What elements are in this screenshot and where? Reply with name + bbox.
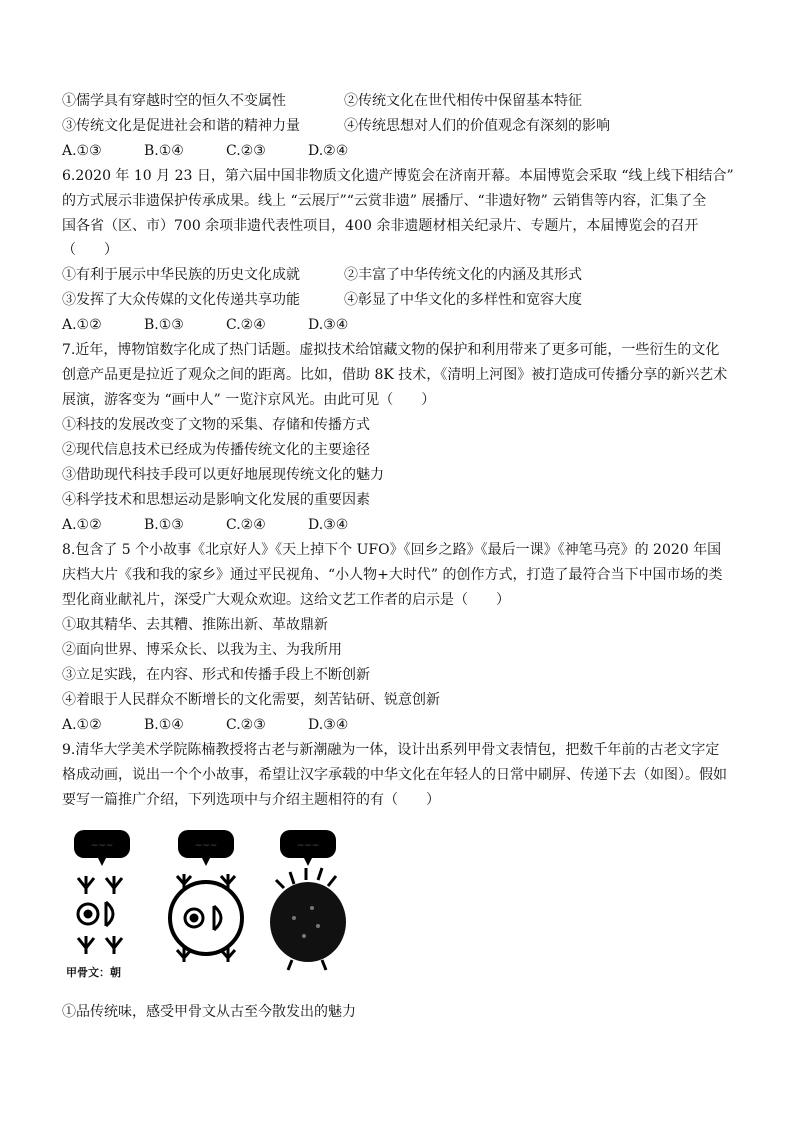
q5-option-c: C.②③ xyxy=(226,143,266,159)
q9-stem-line-2: 格成动画，说出一个个小故事，希望让汉字承载的中华文化在年轻人的日常中刷屏、传递下去（如图）。假如 xyxy=(62,767,727,783)
q7-options xyxy=(62,515,390,535)
glyph-zhao-plain xyxy=(78,876,122,954)
q7-stem-line-2: 创意产品更是拉近了观众之间的距离。比如，借助 8K 技术，《清明上河图》被打造成可传播分享的新兴艺术 xyxy=(62,367,728,383)
svg-text:~~~: ~~~ xyxy=(90,841,114,851)
q8-stem-line-1: 8.包含了 5 个小故事《北京好人》《天上掉下个 UFO》《回乡之路》《最后一课》《神笔马亮》的 2020 年国 xyxy=(62,542,722,558)
q6-statements-row-2 xyxy=(62,290,582,310)
q8-stem-line-3: 型化商业献礼片，深受广大观众欢迎。这给文艺工作者的启示是（ ） xyxy=(62,592,510,608)
q5-statements-row-2 xyxy=(62,116,610,136)
q5-option-d: D.②④ xyxy=(308,143,349,159)
speech-bubble-3 xyxy=(280,830,336,866)
q8-statement-4: ④着眼于人民群众不断增长的文化需要，刻苦钻研、锐意创新 xyxy=(62,692,440,708)
q5-statements-row-1 xyxy=(62,91,582,111)
q7-stem-line-1: 7.近年，博物馆数字化成了热门话题。虚拟技术给馆藏文物的保护和利用带来了更多可能，一些衍生的文化 xyxy=(62,342,720,358)
glyph-zhao-face xyxy=(170,874,242,962)
q7-stem-line-3: 展演，游客变为 “画中人” 一览汴京风光。由此可见（ ） xyxy=(62,392,436,408)
q8-options xyxy=(62,715,390,735)
svg-text:~~~: ~~~ xyxy=(296,841,320,851)
q7-statement-2: ②现代信息技术已经成为传播传统文化的主要途径 xyxy=(62,442,370,458)
q8-option-d: D.③④ xyxy=(308,717,349,733)
q6-answer-blank: （ ） xyxy=(62,242,118,258)
q6-statement-4: ④彰显了中华文化的多样性和宽容大度 xyxy=(344,292,582,308)
q7-option-d: D.③④ xyxy=(308,517,349,533)
q6-statement-2: ②丰富了中华传统文化的内涵及其形式 xyxy=(344,267,582,283)
figure-caption: 甲骨文：朝 xyxy=(66,966,121,979)
svg-text:~~~: ~~~ xyxy=(194,841,218,851)
q7-option-a: A.①② xyxy=(62,517,102,533)
q6-statement-3: ③发挥了大众传媒的文化传递共享功能 xyxy=(62,292,300,308)
q5-statement-1: ①儒学具有穿越时空的恒久不变属性 xyxy=(62,93,286,109)
q9-stem-line-1: 9.清华大学美术学院陈楠教授将古老与新潮融为一体，设计出系列甲骨文表情包，把数千年前的古老文字定 xyxy=(62,742,720,758)
q7-statement-3: ③借助现代科技手段可以更好地展现传统文化的魅力 xyxy=(62,467,384,483)
q5-option-b: B.①④ xyxy=(144,143,184,159)
q5-statement-2: ②传统文化在世代相传中保留基本特征 xyxy=(344,93,582,109)
q7-option-b: B.①③ xyxy=(144,517,184,533)
q6-stem-line-3: 国各省（区、市）700 余项非遗代表性项目，400 余非遗题材相关纪录片、专题片，本届博览会的召开 xyxy=(62,218,699,234)
q8-stem-line-2: 庆档大片《我和我的家乡》通过平民视角、“小人物+大时代” 的创作方式，打造了最符合当下中国市场的类 xyxy=(62,567,723,583)
q8-option-c: C.②③ xyxy=(226,717,266,733)
q8-statement-1: ①取其精华、去其糟、推陈出新、革故鼎新 xyxy=(62,617,328,633)
speech-bubble-1 xyxy=(74,830,130,866)
q5-option-a: A.①③ xyxy=(62,143,102,159)
q5-statement-4: ④传统思想对人们的价值观念有深刻的影响 xyxy=(344,118,610,134)
q6-statement-1: ①有利于展示中华民族的历史文化成就 xyxy=(62,267,300,283)
q5-options xyxy=(62,141,390,161)
glyph-zhao-dark xyxy=(270,868,346,970)
q6-stem-line-2: 的方式展示非遗保护传承成果。线上 “云展厅”“云赏非遗” 展播厅、“非遗好物” 云销售等内容，汇集了全 xyxy=(62,193,707,209)
q8-statement-2: ②面向世界、博采众长、以我为主、为我所用 xyxy=(62,642,342,658)
q6-statements-row-1 xyxy=(62,265,582,285)
q6-option-a: A.①② xyxy=(62,317,102,333)
q8-option-b: B.①④ xyxy=(144,717,184,733)
q5-statement-3: ③传统文化是促进社会和谐的精神力量 xyxy=(62,118,300,134)
q6-stem-line-1: 6.2020 年 10 月 23 日，第六届中国非物质文化遗产博览会在济南开幕。本届博览会采取 “线上线下相结合” xyxy=(62,168,734,184)
q8-statement-3: ③立足实践，在内容、形式和传播手段上不断创新 xyxy=(62,667,370,683)
q6-option-d: D.③④ xyxy=(308,317,349,333)
oracle-bone-illustration xyxy=(66,826,366,986)
q8-option-a: A.①② xyxy=(62,717,102,733)
q7-option-c: C.②④ xyxy=(226,517,266,533)
q7-statement-4: ④科学技术和思想运动是影响文化发展的重要因素 xyxy=(62,492,370,508)
speech-bubble-2 xyxy=(178,830,234,866)
q9-statement-1: ①品传统味，感受甲骨文从古至今散发出的魅力 xyxy=(62,1004,356,1020)
q7-statement-1: ①科技的发展改变了文物的采集、存储和传播方式 xyxy=(62,417,370,433)
oracle-bone-emoji-figure xyxy=(66,826,366,986)
q9-stem-line-3: 要写一篇推广介绍，下列选项中与介绍主题相符的有（ ） xyxy=(62,792,440,808)
q6-options xyxy=(62,315,390,335)
q6-option-c: C.②④ xyxy=(226,317,266,333)
q6-option-b: B.①③ xyxy=(144,317,184,333)
